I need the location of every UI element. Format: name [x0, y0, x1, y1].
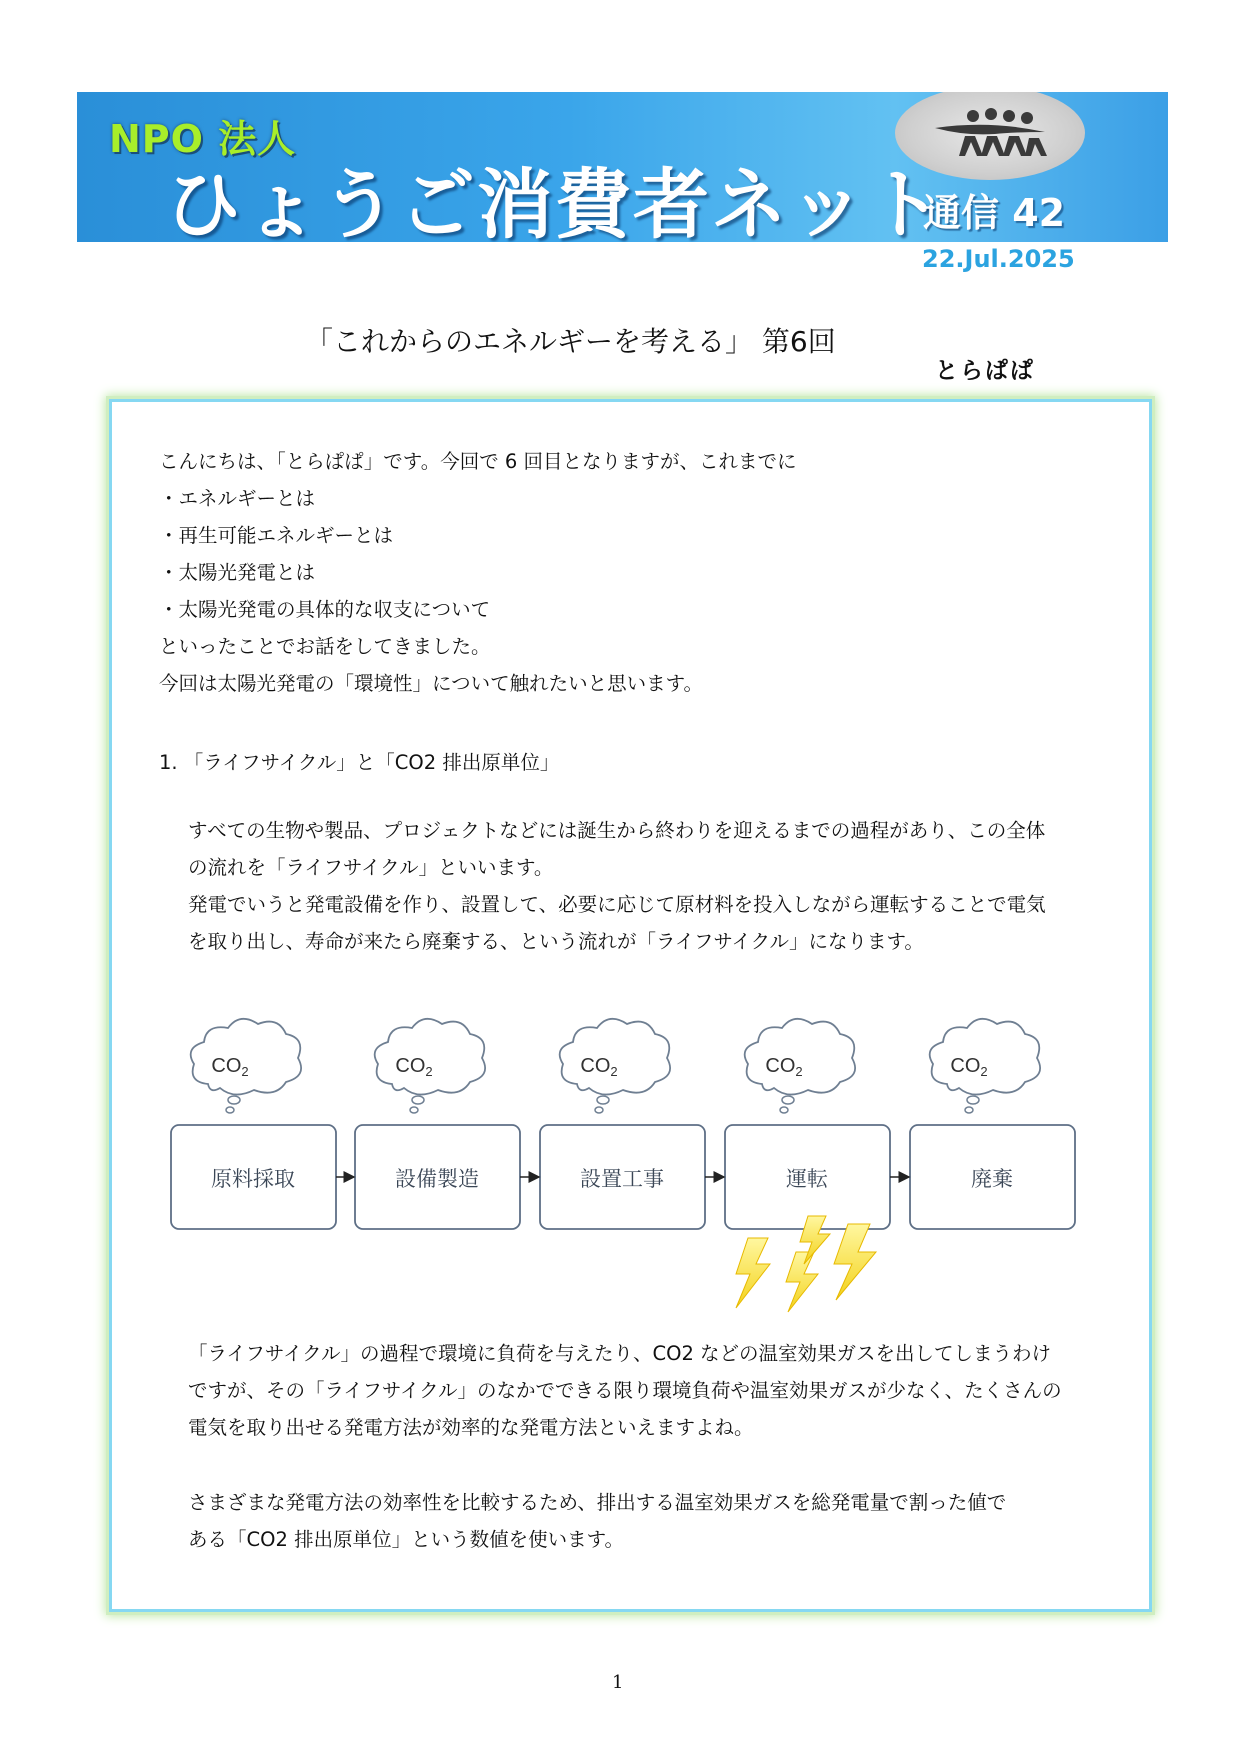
intro-line: ・太陽光発電とは [159, 561, 316, 584]
co2-cloud [560, 1019, 670, 1113]
paragraph-lifecycle [188, 812, 1108, 960]
header-banner [77, 92, 1168, 242]
paragraph-line: 電気を取り出せる発電方法が効率的な発電方法といえますよね。 [188, 1416, 754, 1439]
org-type: NPO 法人 [109, 117, 297, 161]
co2-cloud [745, 1019, 855, 1113]
paragraph-line: さまざまな発電方法の効率性を比較するため、排出する温室効果ガスを総発電量で割った値で [188, 1491, 1007, 1514]
svg-text:CO2: $CO_2$ [950, 1055, 988, 1079]
co2-cloud [375, 1019, 485, 1113]
issue-date: 22.Jul.2025 [922, 245, 1075, 273]
stage-box [171, 1125, 336, 1229]
lifecycle-diagram [158, 1002, 1090, 1317]
paragraph-line: を取り出し、寿命が来たら廃棄する、という流れが「ライフサイクル」になります。 [188, 930, 924, 953]
org-name: ひょうご消費者ネット [165, 160, 945, 242]
section-heading: 1. 「ライフサイクル」と「CO2 排出原単位」 [159, 751, 560, 774]
svg-text:CO2: $CO_2$ [211, 1055, 249, 1079]
paragraph-co2-unit [188, 1484, 1108, 1558]
intro-line: こんにちは、「とらぱぱ」です。今回で 6 回目となりますが、これまでに [159, 450, 797, 473]
svg-text:設備製造: 設備製造 [395, 1167, 479, 1191]
lightning-icon [736, 1216, 876, 1312]
paragraph-line: ですが、その「ライフサイクル」のなかでできる限り環境負荷や温室効果ガスが少なく、たくさんの [188, 1379, 1062, 1402]
people-group-logo-icon [895, 92, 1085, 180]
stage-box [355, 1125, 520, 1229]
issue-number: 通信 42 [923, 191, 1066, 235]
paragraph-line: すべての生物や製品、プロジェクトなどには誕生から終わりを迎えるまでの過程があり、この全体 [188, 819, 1046, 842]
intro-line: ・太陽光発電の具体的な収支について [159, 598, 491, 621]
stage-box [910, 1125, 1075, 1229]
svg-text:CO2: $CO_2$ [395, 1055, 433, 1079]
co2-cloud [930, 1019, 1040, 1113]
paragraph-line: の流れを「ライフサイクル」といいます。 [188, 856, 554, 879]
svg-text:CO2: $CO_2$ [580, 1055, 618, 1079]
article-title: 「これからのエネルギーを考える」 第6回 [305, 325, 836, 358]
intro-line: ・エネルギーとは [159, 487, 316, 510]
co2-cloud [191, 1019, 301, 1113]
paragraph-line: 「ライフサイクル」の過程で環境に負荷を与えたり、CO2 などの温室効果ガスを出してしまうわけ [188, 1342, 1052, 1365]
svg-text:廃棄: 廃棄 [971, 1167, 1013, 1191]
svg-text:CO2: $CO_2$ [765, 1055, 803, 1079]
intro-line: 今回は太陽光発電の「環境性」について触れたいと思います。 [159, 672, 704, 695]
intro-line: といったことでお話をしてきました。 [159, 635, 491, 658]
article-author: とらぱぱ [935, 358, 1035, 384]
paragraph-line: 発電でいうと発電設備を作り、設置して、必要に応じて原材料を投入しながら運転することで電気 [188, 893, 1046, 916]
paragraph-efficiency [188, 1335, 1108, 1446]
paragraph-line: ある「CO2 排出原単位」という数値を使います。 [188, 1528, 625, 1551]
stage-box [540, 1125, 705, 1229]
page-number: 1 [612, 1672, 624, 1693]
stage-box [725, 1125, 890, 1229]
svg-text:運転: 運転 [786, 1167, 828, 1191]
svg-text:原料採取: 原料採取 [211, 1167, 295, 1191]
intro-line: ・再生可能エネルギーとは [159, 524, 394, 547]
svg-text:設置工事: 設置工事 [580, 1167, 664, 1191]
